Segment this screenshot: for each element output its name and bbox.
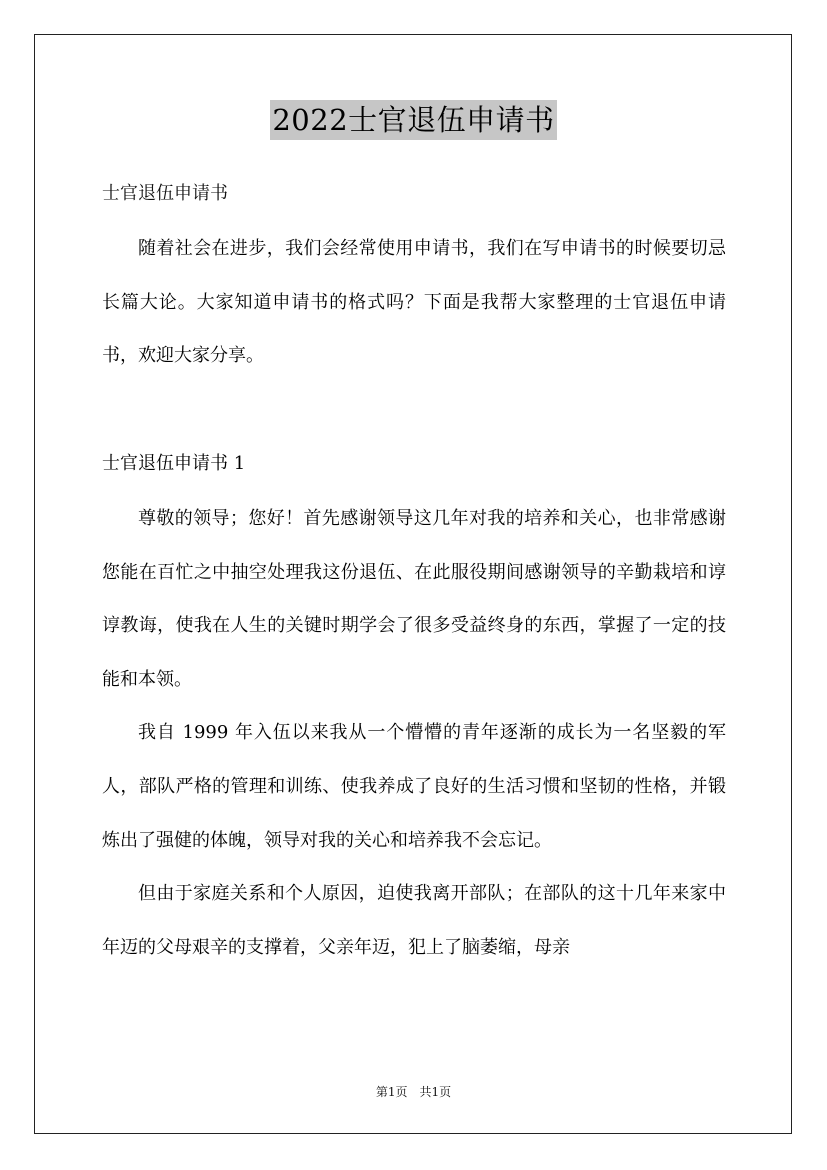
title-container (0, 100, 827, 140)
body-paragraph-2: 我自 1999 年入伍以来我从一个懵懵的青年逐渐的成长为一名坚毅的军人，部队严格的管理和训练、使我养成了良好的生活习惯和坚韧的性格，并锻炼出了强健的体魄，领导对我的关心和培养我不会忘记。 (102, 722, 726, 851)
intro-paragraph: 随着社会在进步，我们会经常使用申请书，我们在写申请书的时候要切忌长篇大论。大家知道申请书的格式吗？下面是我帮大家整理的士官退伍申请书，欢迎大家分享。 (102, 238, 726, 367)
page-footer: 第1页 共1页 (375, 1085, 452, 1099)
body-text (102, 492, 726, 974)
document-heading: 士官退伍申请书 (102, 183, 228, 204)
section-heading: 士官退伍申请书 1 (102, 453, 246, 474)
document-title: 2022士官退伍申请书 (270, 100, 556, 140)
body-paragraph-3: 但由于家庭关系和个人原因，迫使我离开部队；在部队的这十几年来家中年迈的父母艰辛的支撑着，父亲年迈，犯上了脑萎缩，母亲 (102, 883, 726, 958)
body-paragraph-1: 尊敬的领导；您好！首先感谢领导这几年对我的培养和关心，也非常感谢您能在百忙之中抽空处理我这份退伍、在此服役期间感谢领导的辛勤栽培和谆谆教诲，使我在人生的关键时期学会了很多受益终身的东西，掌握了一定的技能和本领。 (102, 508, 726, 690)
